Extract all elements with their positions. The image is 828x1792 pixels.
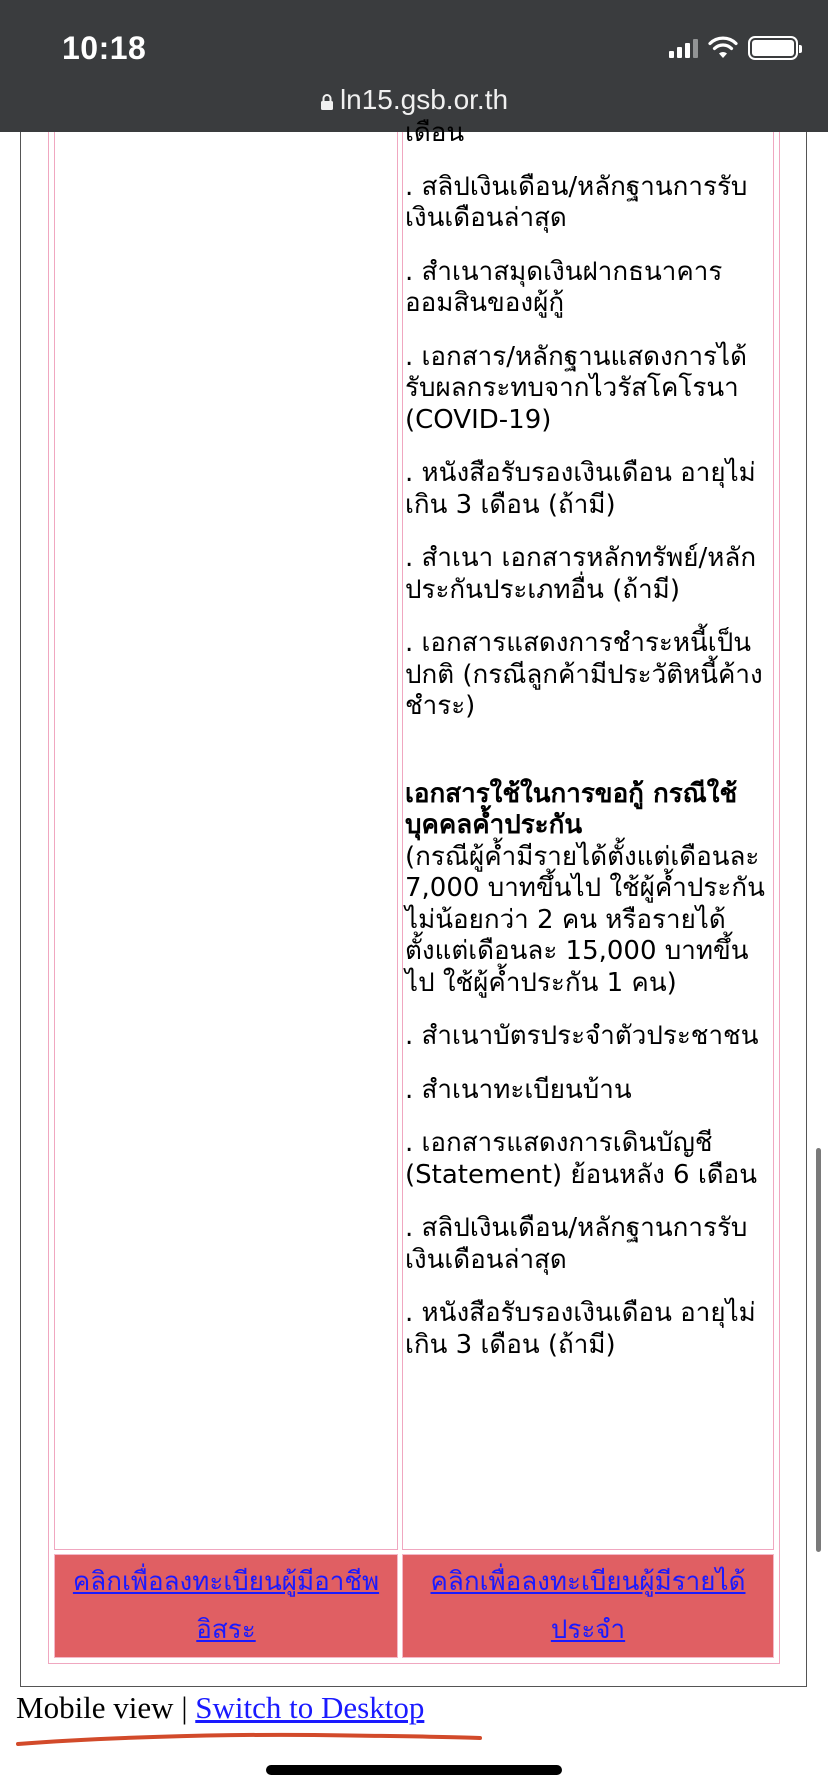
- register-salaried-link[interactable]: คลิกเพื่อลงทะเบียนผู้มีรายได้ประจำ: [430, 1567, 746, 1645]
- list-item: . สำเนาทะเบียนบ้าน: [405, 1074, 632, 1105]
- register-freelance-cell: [54, 1554, 398, 1658]
- footer: [16, 1690, 424, 1726]
- register-freelance-link[interactable]: คลิกเพื่อลงทะเบียนผู้มีอาชีพอิสระ: [72, 1567, 380, 1645]
- wifi-icon: [708, 36, 738, 60]
- list-item: . สำเนาสมุดเงินฝากธนาคารออมสินของผู้กู้: [405, 256, 723, 318]
- list-item: . สำเนา เอกสารหลักทรัพย์/หลักประกันประเภทอื่น (ถ้ามี): [405, 543, 757, 605]
- guarantor-note: (กรณีผู้ค้ำมีรายได้ตั้งแต่เดือนละ 7,000 บาทขึ้นไป ใช้ผู้ค้ำประกัน ไม่น้อยกว่า 2 คน หรือรายได้ตั้งแต่เดือนละ 15,000 บาทขึ้นไป ใช้ผู้ค้ำประกัน 1 คน): [405, 841, 765, 998]
- url-bar[interactable]: [0, 84, 828, 116]
- list-item: . เอกสาร/หลักฐานแสดงการได้รับผลกระทบจากไวรัสโคโรนา (COVID-19): [405, 341, 747, 435]
- switch-to-desktop-link[interactable]: Switch to Desktop: [195, 1690, 425, 1725]
- document-list: [405, 118, 771, 1383]
- list-item: . สำเนาบัตรประจำตัวประชาชน: [405, 1021, 759, 1051]
- list-item: . หนังสือรับรองเงินเดือน อายุไม่เกิน 3 เดือน (ถ้ามี): [405, 1298, 756, 1360]
- register-salaried-cell: [402, 1554, 774, 1658]
- list-item: . สลิปเงินเดือน/หลักฐานการรับเงินเดือนล่าสุด: [405, 171, 748, 233]
- list-item: . เอกสารแสดงการชำระหนี้เป็นปกติ (กรณีลูกค้ามีประวัติหนี้ค้างชำระ): [405, 628, 763, 721]
- battery-icon: [748, 36, 798, 60]
- browser-top-bar: [0, 0, 828, 132]
- table-cell-left: [54, 132, 398, 1550]
- red-underline-annotation: [14, 1730, 484, 1750]
- list-item: . เอกสารแสดงการเดินบัญชี (Statement) ย้อนหลัง 6 เดือน: [405, 1128, 757, 1190]
- url-text: ln15.gsb.or.th: [339, 84, 509, 115]
- home-indicator[interactable]: [266, 1765, 562, 1775]
- status-icons: [669, 36, 798, 60]
- status-time: 10:18: [62, 30, 147, 66]
- scrollbar[interactable]: [816, 1148, 821, 1552]
- guarantor-heading: เอกสารใช้ในการขอกู้ กรณีใช้บุคคลค้ำประกัน: [405, 778, 738, 840]
- list-item: . หนังสือรับรองเงินเดือน อายุไม่เกิน 3 เดือน (ถ้ามี): [405, 458, 756, 520]
- signal-icon: [669, 38, 698, 58]
- list-item: เดือน: [405, 118, 465, 148]
- list-item: . สลิปเงินเดือน/หลักฐานการรับเงินเดือนล่าสุด: [405, 1213, 748, 1275]
- mobile-view-label: Mobile view: [16, 1690, 174, 1725]
- lock-icon: [320, 93, 334, 111]
- footer-separator: |: [173, 1690, 196, 1725]
